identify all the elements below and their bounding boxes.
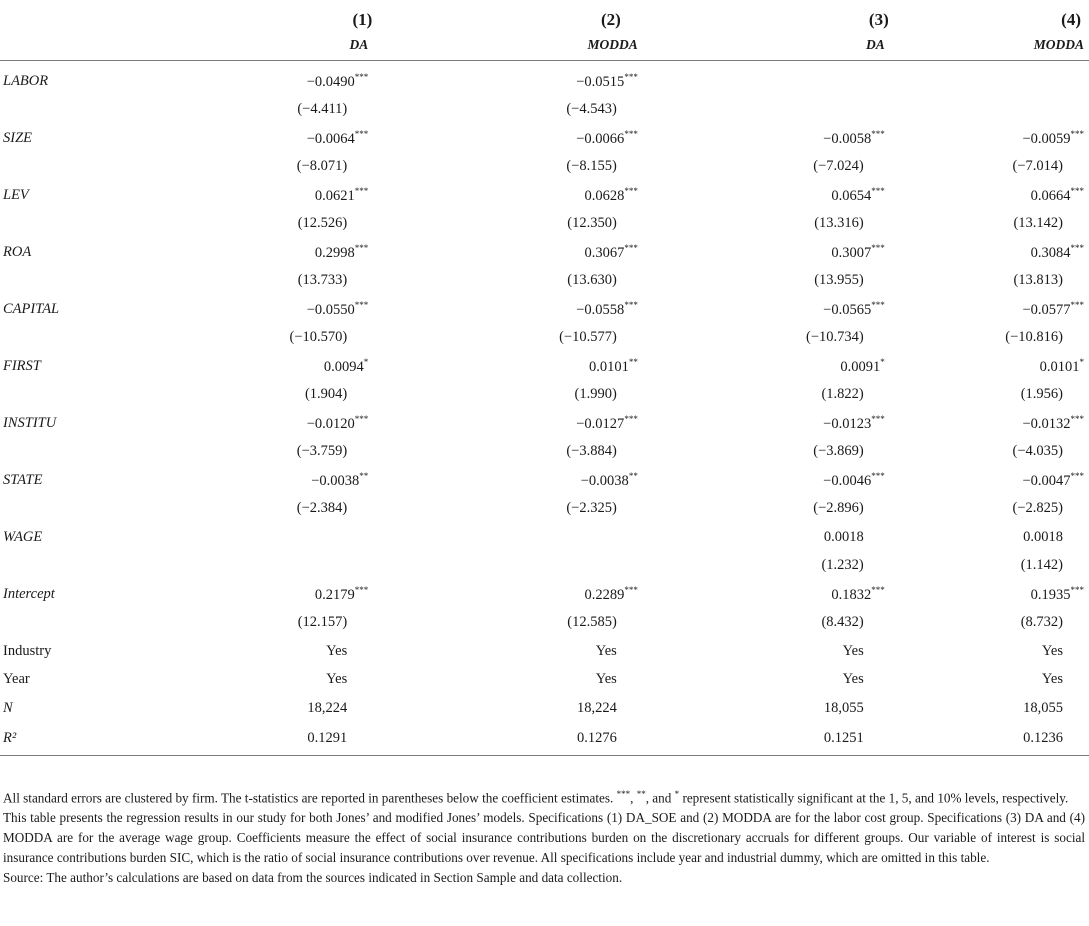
coef-cell: 0.3084*** [1030, 242, 1084, 261]
tstat-cell: (12.157) [297, 614, 348, 631]
summary-cell: 0.1276 [392, 723, 641, 756]
tstat-cell: (13.733) [297, 272, 348, 289]
tstat-cell: (12.585) [567, 614, 617, 631]
summary-cell: 0.1291 [193, 723, 392, 756]
tstat-cell: (13.630) [567, 272, 617, 289]
summary-cell: 18,224 [576, 699, 617, 716]
summary-cell: Yes [1041, 642, 1063, 659]
coef-cell: 0.1832*** [831, 584, 885, 603]
tstat-cell [193, 552, 392, 581]
row-label: CAPITAL [3, 300, 60, 317]
coef-cell: −0.0127*** [576, 413, 638, 432]
row-label: ROA [3, 243, 32, 260]
row-label-blank [0, 438, 193, 467]
coefficient-row [0, 352, 1089, 381]
summary-cell: 18,055 [823, 699, 864, 716]
coef-cell: −0.0120*** [306, 413, 369, 432]
col-number-3: (3) [868, 10, 889, 29]
row-label-blank [0, 153, 193, 182]
coef-cell: −0.0565*** [823, 299, 885, 318]
tstat-cell: (13.316) [814, 215, 864, 232]
tstat-cell: (1.904) [304, 386, 348, 403]
coefficient-row [0, 61, 1089, 96]
summary-cell: 0.1236 [913, 723, 1089, 756]
tstat-cell: (1.956) [1020, 386, 1063, 403]
row-label: STATE [3, 471, 43, 488]
col-label-3: DA [641, 30, 913, 61]
row-label-blank [0, 609, 193, 638]
row-label: LABOR [3, 72, 49, 89]
note-description: This table presents the regression results in our study for both Jones’ and modified Jones’ models. Specifications (1) DA_SOE and (2) MODDA are for the labor cost group. Specifications (3) DA and (4) MODDA are for the average wage group. Coefficients measure the effect of social insurance contributions burden on the discretionary accruals for different groups. Our variable of interest is social insurance contributions burden SIC, which is the ratio of social insurance contributions over revenue. All specifications include year and industrial dummy, which are omitted in this table. [3, 810, 1085, 866]
coef-cell: −0.0577*** [1022, 299, 1084, 318]
row-label-blank [0, 495, 193, 524]
coef-cell: −0.0038** [311, 470, 369, 489]
summary-cell: Yes [842, 642, 864, 659]
col-number-2: (2) [600, 10, 621, 29]
coef-cell: −0.0490*** [306, 71, 369, 90]
tstat-cell: (12.526) [297, 215, 348, 232]
row-label-blank [0, 267, 193, 296]
summary-row [0, 637, 1089, 666]
tstat-row [0, 609, 1089, 638]
tstat-cell [641, 96, 913, 125]
coefficient-row [0, 181, 1089, 210]
tstat-cell: (−2.384) [296, 500, 348, 517]
coef-cell: −0.0550*** [306, 299, 369, 318]
col-label-2: MODDA [392, 30, 641, 61]
coef-cell: 0.0018 [823, 528, 864, 545]
coefficient-row [0, 409, 1089, 438]
coef-cell: 0.0664*** [1030, 185, 1084, 204]
tstat-cell: (−10.816) [1005, 329, 1063, 346]
tstat-cell: (1.822) [821, 386, 864, 403]
note-significance: All standard errors are clustered by firm. The t-statistics are reported in parentheses below the coefficient estimates. ***, **, and * represent statistically significant at the 1, 5, and 10% levels, respectively. [3, 789, 1069, 806]
row-label: Intercept [3, 585, 55, 602]
tstat-row [0, 210, 1089, 239]
tstat-row [0, 324, 1089, 353]
tstat-cell: (−4.035) [1012, 443, 1063, 460]
col-label-4: MODDA [913, 30, 1089, 61]
coefficient-row [0, 124, 1089, 153]
tstat-cell: (−4.411) [297, 101, 348, 118]
summary-cell: 0.1251 [641, 723, 913, 756]
coef-cell: 0.2179*** [314, 584, 369, 603]
row-label: SIZE [3, 129, 32, 146]
tstat-cell: (−7.014) [1012, 158, 1063, 175]
corner-cell [0, 30, 193, 61]
summary-row [0, 694, 1089, 723]
tstat-row [0, 438, 1089, 467]
summary-cell: 18,055 [1023, 699, 1063, 716]
coef-cell: 0.0101** [588, 356, 638, 375]
tstat-row [0, 96, 1089, 125]
coefficient-row [0, 523, 1089, 552]
tstat-cell: (−10.577) [559, 329, 617, 346]
tstat-cell: (8.432) [821, 614, 864, 631]
coef-cell: 0.0091* [840, 356, 885, 375]
row-label: INSTITU [3, 414, 57, 431]
coef-cell [392, 523, 641, 552]
row-label-blank [0, 324, 193, 353]
row-label: Industry [3, 642, 52, 659]
summary-row [0, 666, 1089, 695]
summary-cell: Yes [842, 671, 864, 688]
coef-cell: 0.0094* [323, 356, 369, 375]
tstat-cell: (1.990) [574, 386, 617, 403]
coef-cell: 0.0628*** [584, 185, 638, 204]
tstat-cell: (−2.896) [813, 500, 864, 517]
tstat-row [0, 495, 1089, 524]
row-label: WAGE [3, 528, 43, 545]
tstat-row [0, 381, 1089, 410]
coef-cell: 0.0621*** [314, 185, 369, 204]
coef-cell: −0.0046*** [823, 470, 885, 489]
table-notes [3, 784, 1085, 888]
coef-cell: 0.0101* [1039, 356, 1084, 375]
coef-cell: −0.0059*** [1022, 128, 1084, 147]
tstat-cell: (13.142) [1013, 215, 1063, 232]
coefficient-row [0, 238, 1089, 267]
column-label-row [0, 30, 1089, 61]
tstat-cell: (−7.024) [813, 158, 864, 175]
tstat-cell: (1.142) [1020, 557, 1063, 574]
coef-cell: −0.0064*** [306, 128, 369, 147]
row-label: LEV [3, 186, 29, 203]
tstat-cell [392, 552, 641, 581]
row-label: N [3, 699, 13, 716]
tstat-cell: (−4.543) [566, 101, 617, 118]
tstat-cell: (−8.155) [566, 158, 617, 175]
tstat-cell: (−10.734) [806, 329, 864, 346]
tstat-cell: (−10.570) [289, 329, 348, 346]
tstat-cell: (−8.071) [296, 158, 348, 175]
note-source: Source: The author’s calculations are based on data from the sources indicated in Section Sample and data collection. [3, 870, 623, 886]
coef-cell: −0.0515*** [576, 71, 638, 90]
coef-cell: 0.3007*** [831, 242, 885, 261]
coef-cell [641, 61, 913, 96]
summary-row [0, 723, 1089, 756]
row-label: Year [3, 671, 30, 688]
col-number-4: (4) [1061, 10, 1081, 29]
coef-cell: −0.0047*** [1022, 470, 1084, 489]
coef-cell: −0.0066*** [576, 128, 638, 147]
coef-cell: 0.1935*** [1030, 584, 1084, 603]
summary-cell: 18,224 [307, 699, 348, 716]
row-label: FIRST [3, 357, 41, 374]
tstat-cell: (1.232) [821, 557, 864, 574]
tstat-cell: (13.813) [1013, 272, 1063, 289]
column-number-row [0, 0, 1089, 30]
col-label-1: DA [193, 30, 392, 61]
table-body [0, 61, 1089, 756]
tstat-cell: (−2.825) [1012, 500, 1063, 517]
coefficient-row [0, 295, 1089, 324]
coefficient-row [0, 580, 1089, 609]
coef-cell: −0.0132*** [1022, 413, 1084, 432]
coef-cell [913, 61, 1089, 96]
coef-cell: 0.2998*** [314, 242, 369, 261]
summary-cell: Yes [595, 671, 617, 688]
corner-cell [0, 0, 193, 30]
coef-cell: −0.0123*** [823, 413, 885, 432]
tstat-cell: (8.732) [1020, 614, 1063, 631]
coef-cell: 0.3067*** [584, 242, 638, 261]
row-label-blank [0, 552, 193, 581]
col-number-1: (1) [352, 10, 373, 29]
coef-cell: −0.0058*** [823, 128, 885, 147]
summary-cell: Yes [326, 642, 348, 659]
tstat-cell [913, 96, 1089, 125]
coef-cell: −0.0038** [580, 470, 638, 489]
coefficient-row [0, 466, 1089, 495]
coef-cell: −0.0558*** [576, 299, 638, 318]
tstat-cell: (−3.869) [813, 443, 864, 460]
tstat-row [0, 267, 1089, 296]
coef-cell: 0.0018 [1023, 528, 1063, 545]
tstat-cell: (13.955) [814, 272, 864, 289]
row-label-blank [0, 96, 193, 125]
summary-cell: Yes [326, 671, 348, 688]
coef-cell: 0.2289*** [584, 584, 638, 603]
tstat-cell: (−3.884) [566, 443, 617, 460]
tstat-cell: (12.350) [567, 215, 617, 232]
summary-cell: Yes [1041, 671, 1063, 688]
summary-cell: Yes [595, 642, 617, 659]
coef-cell: 0.0654*** [831, 185, 885, 204]
tstat-row [0, 153, 1089, 182]
row-label-blank [0, 210, 193, 239]
tstat-cell: (−2.325) [566, 500, 617, 517]
coef-cell [193, 523, 392, 552]
tstat-row [0, 552, 1089, 581]
tstat-cell: (−3.759) [296, 443, 348, 460]
row-label-blank [0, 381, 193, 410]
row-label: R² [0, 723, 193, 756]
